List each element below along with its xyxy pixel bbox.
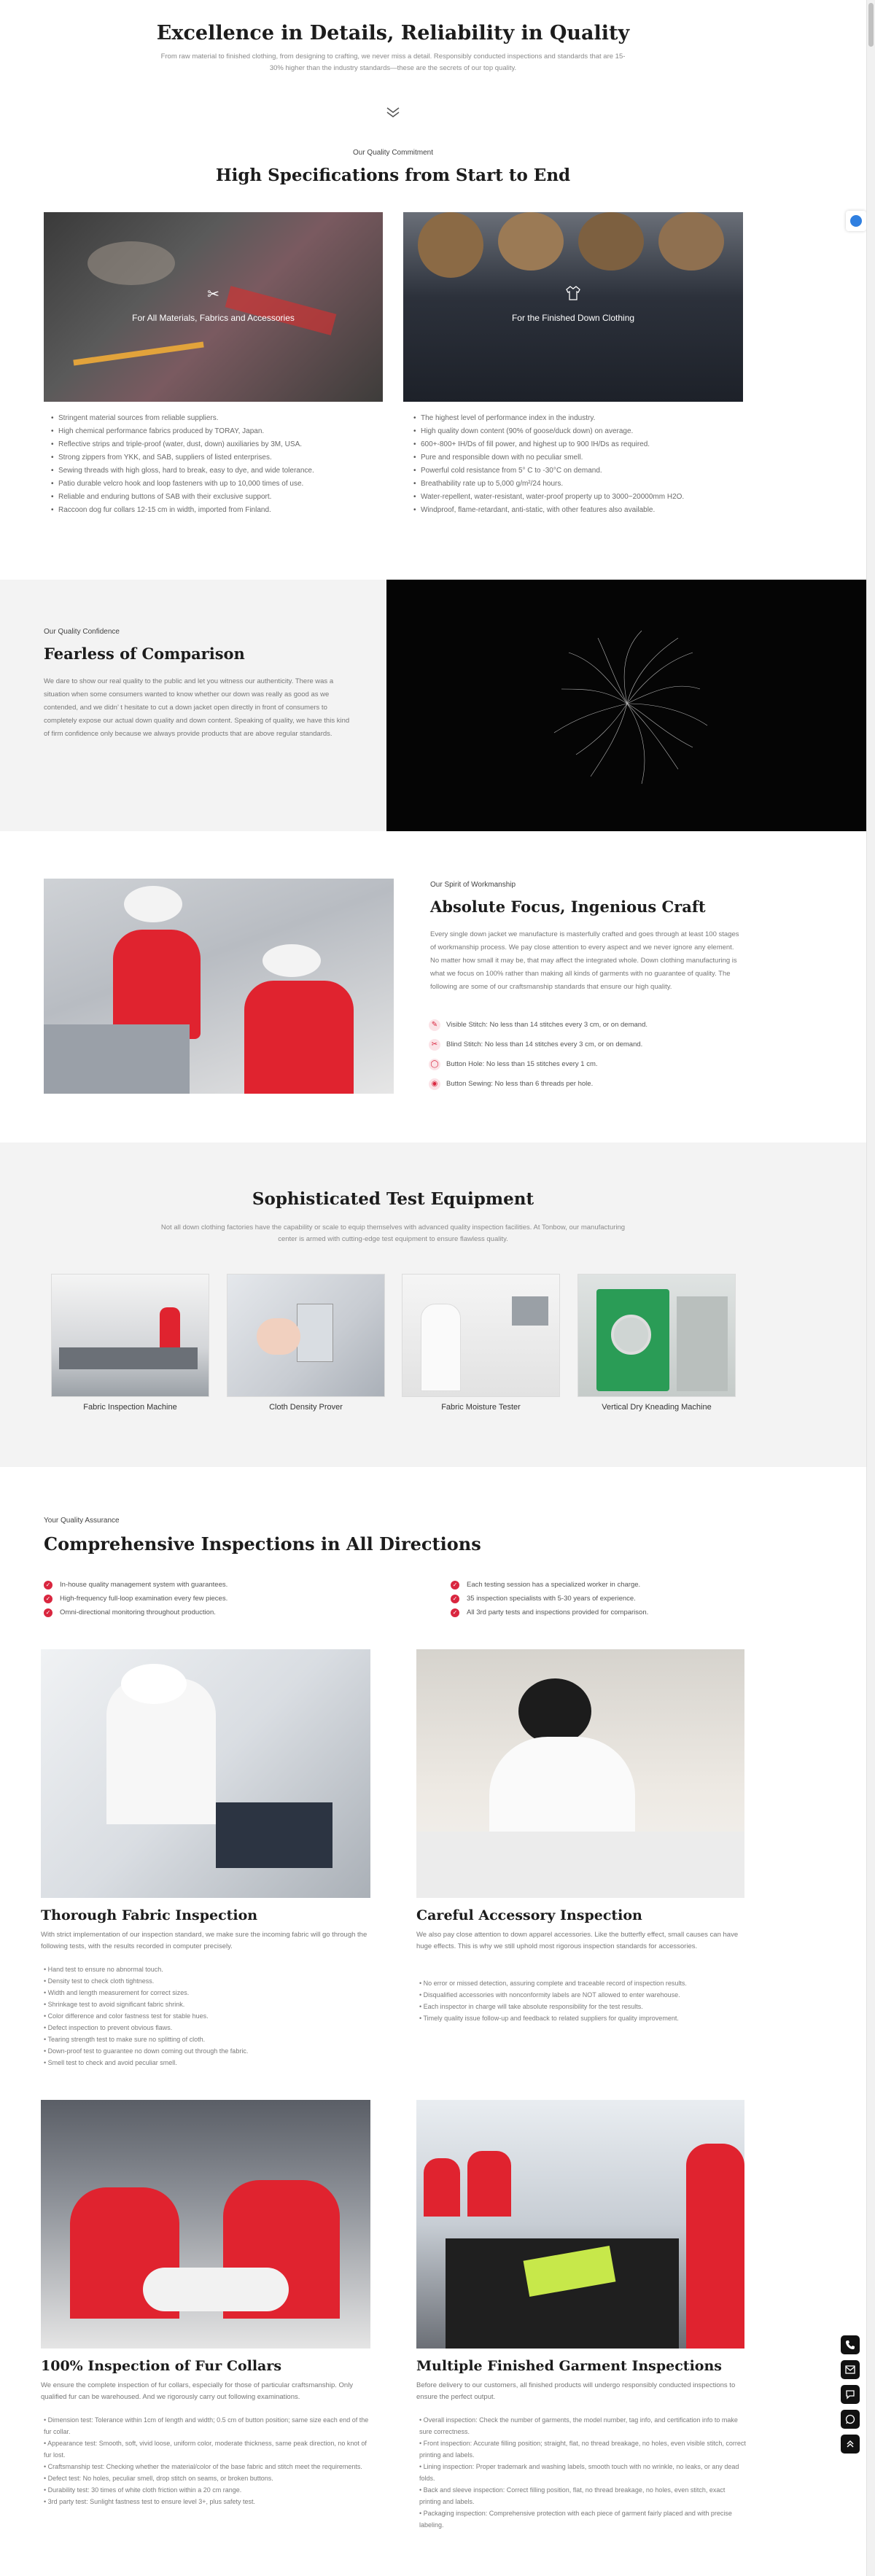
list-item: • Defect inspection to prevent obvious flaws. bbox=[44, 2024, 173, 2031]
list-item: • Pure and responsible down with no peculiar smell. bbox=[412, 451, 747, 464]
list-item: • The highest level of performance index in the industry. bbox=[412, 412, 747, 425]
chat-icon[interactable] bbox=[841, 2385, 860, 2404]
sewing-workers-photo bbox=[44, 879, 394, 1094]
confidence-kicker: Our Quality Confidence bbox=[44, 628, 120, 636]
check-icon: ✓ bbox=[44, 1608, 52, 1617]
assurance-right-points bbox=[451, 1578, 757, 1619]
fabric-inspection-photo bbox=[41, 1649, 370, 1898]
cloth-density-prover-image bbox=[227, 1274, 385, 1397]
equipment-card[interactable] bbox=[51, 1274, 209, 1412]
materials-caption: For All Materials, Fabrics and Accessories bbox=[132, 313, 295, 323]
list-item: • Overall inspection: Check the number of garments, the model number, tag info, and certification info to make sure correctness. bbox=[419, 2416, 738, 2435]
craft-kicker: Our Spirit of Workmanship bbox=[430, 881, 516, 889]
craft-title: Absolute Focus, Ingenious Craft bbox=[430, 898, 706, 916]
list-item: ✓ In-house quality management system with guarantees. bbox=[44, 1578, 394, 1592]
list-item: • 600+-800+ IH/Ds of fill power, and highest up to 900 IH/Ds as required. bbox=[412, 438, 747, 451]
accessory-inspection-list bbox=[419, 1977, 747, 2024]
craft-body: Every single down jacket we manufacture is masterfully crafted and goes through at least 100 stages of workmanship process. We pay close attention to every aspect and we never ignore any element. No matter how small it may be, that may affect the integrated whole. Down clothing manufacturing is what we focus on 100% rather than making all kinds of garments with no guarantee of quality. The following are some of our craftsmanship standards that ensure our high quality. bbox=[430, 930, 739, 991]
fabric-inspection-title: Thorough Fabric Inspection bbox=[41, 1907, 258, 1923]
fur-collar-inspection-photo bbox=[41, 2100, 370, 2349]
scissors-icon: ✂ bbox=[207, 287, 219, 303]
button-icon: ◉ bbox=[429, 1078, 440, 1090]
check-icon: ✓ bbox=[451, 1608, 459, 1617]
scrollbar[interactable] bbox=[866, 0, 875, 2576]
list-item: • Water-repellent, water-resistant, water-proof property up to 3000~20000mm H2O. bbox=[412, 491, 747, 504]
mail-icon[interactable] bbox=[841, 2360, 860, 2379]
finished-garment-inspection-photo bbox=[416, 2100, 744, 2349]
down-feather-photo bbox=[386, 580, 866, 831]
scrollbar-thumb[interactable] bbox=[868, 3, 874, 47]
list-item: • Raccoon dog fur collars 12-15 cm in width, imported from Finland. bbox=[50, 504, 385, 517]
check-icon: ✓ bbox=[44, 1595, 52, 1603]
accessory-inspection-intro: We also pay close attention to down apparel accessories. Like the butterfly effect, small causes can have huge effects. This is why we still uphold most rigorous inspection standards for accessories. bbox=[416, 1931, 739, 1950]
fabric-moisture-tester-image bbox=[402, 1274, 560, 1397]
list-item: • Density test to check cloth tightness. bbox=[44, 1977, 155, 1985]
list-item: • 3rd party test: Sunlight fastness test to ensure level 3+, plus safety test. bbox=[44, 2498, 256, 2505]
list-item: • Each inspector in charge will take absolute responsibility for the test results. bbox=[419, 2003, 643, 2010]
equipment-card[interactable] bbox=[402, 1274, 560, 1412]
craft-item: ◯ Button Hole: No less than 15 stitches every 1 cm. bbox=[429, 1054, 742, 1074]
list-item: • Back and sleeve inspection: Correct filling position, flat, no thread breakage, no holes, even stitch, exact printing and labels. bbox=[419, 2486, 726, 2505]
list-item: • Craftsmanship test: Checking whether the material/color of the base fabric and stitch meet the requirements. bbox=[44, 2463, 362, 2470]
equipment-label: Fabric Inspection Machine bbox=[83, 1403, 177, 1412]
needle-icon: ✂ bbox=[429, 1039, 440, 1051]
accessory-inspection-title: Careful Accessory Inspection bbox=[416, 1907, 642, 1923]
commitment-title: High Specifications from Start to End bbox=[215, 166, 571, 185]
finished-garment-inspection-list bbox=[419, 2414, 747, 2531]
fabric-inspection-list bbox=[44, 1964, 372, 2069]
equipment-card[interactable] bbox=[227, 1274, 385, 1412]
fur-collar-inspection-title: 100% Inspection of Fur Collars bbox=[41, 2358, 282, 2374]
list-item: • Front inspection: Accurate filling position; straight, flat, no thread breakage, no holes, even visible stitch, correct printing and labels. bbox=[419, 2440, 746, 2459]
translate-button[interactable] bbox=[846, 211, 866, 231]
commitment-kicker: Our Quality Commitment bbox=[352, 149, 434, 157]
equipment-label: Fabric Moisture Tester bbox=[441, 1403, 521, 1412]
side-contact-toolbar bbox=[841, 2335, 860, 2459]
assurance-kicker: Your Quality Assurance bbox=[44, 1517, 120, 1525]
confidence-body: We dare to show our real quality to the public and let you witness our authenticity. There was a situation when some consumers wanted to know whether our down was really as good as we contended, and we didn’ t hesitate to cut a down jacket open directly in front of consumers to completely expose our actual down quality and down content. Speaking of quality, we have this kind of firm confidence only because we always provide products that are above regular standards. bbox=[44, 677, 350, 738]
list-item: ✓ All 3rd party tests and inspections provided for comparison. bbox=[451, 1606, 757, 1619]
list-item: • High chemical performance fabrics produced by TORAY, Japan. bbox=[50, 425, 385, 438]
list-item: • Tearing strength test to make sure no splitting of cloth. bbox=[44, 2036, 206, 2043]
accessory-inspection-photo bbox=[416, 1649, 744, 1898]
list-item: ✓ Each testing session has a specialized worker in charge. bbox=[451, 1578, 757, 1592]
equipment-label: Vertical Dry Kneading Machine bbox=[602, 1403, 712, 1412]
materials-photo bbox=[44, 212, 383, 402]
list-item: • Color difference and color fastness test for stable hues. bbox=[44, 2012, 209, 2020]
fur-collar-inspection-list bbox=[44, 2414, 372, 2507]
list-item: • Reliable and enduring buttons of SAB with their exclusive support. bbox=[50, 491, 385, 504]
list-item: • Width and length measurement for correct sizes. bbox=[44, 1989, 190, 1996]
list-item: • Lining inspection: Proper trademark and washing labels, smooth touch with no wrinkle, no leaks, or any dead folds. bbox=[419, 2463, 739, 2482]
check-icon: ✓ bbox=[44, 1581, 52, 1589]
translate-icon bbox=[850, 215, 862, 227]
jacket-icon bbox=[565, 285, 581, 306]
finished-garment-inspection-title: Multiple Finished Garment Inspections bbox=[416, 2358, 722, 2374]
equipment-title: Sophisticated Test Equipment bbox=[252, 1189, 534, 1209]
page-title: Excellence in Details, Reliability in Quality bbox=[156, 22, 630, 44]
hero-subtitle-line2: 30% higher than the industry standards—these are the secrets of our top quality. bbox=[269, 64, 517, 72]
list-item: • Hand test to ensure no abnormal touch. bbox=[44, 1966, 163, 1973]
equipment-sub-line1: Not all down clothing factories have the capability or scale to equip themselves with advanced quality inspection facilities. At Tonbow, our manufacturing bbox=[160, 1223, 626, 1231]
down-clothing-caption: For the Finished Down Clothing bbox=[511, 313, 635, 323]
list-item: • Powerful cold resistance from 5° C to -30°C on demand. bbox=[412, 464, 747, 478]
fabric-inspection-machine-image bbox=[51, 1274, 209, 1397]
assurance-left-points bbox=[44, 1578, 394, 1619]
list-item: ✓ High-frequency full-loop examination every few pieces. bbox=[44, 1592, 394, 1606]
craft-item: ✂ Blind Stitch: No less than 14 stitches every 3 cm, or on demand. bbox=[429, 1035, 742, 1054]
list-item: ✓ 35 inspection specialists with 5-30 years of experience. bbox=[451, 1592, 757, 1606]
back-to-top-icon[interactable] bbox=[841, 2435, 860, 2454]
equipment-sub-line2: center is armed with cutting-edge test equipment to ensure flawless quality. bbox=[278, 1235, 508, 1243]
check-icon: ✓ bbox=[451, 1581, 459, 1589]
list-item: • Durability test: 30 times of white cloth friction within a 20 cm range. bbox=[44, 2486, 242, 2494]
craft-item: ◉ Button Sewing: No less than 6 threads per hole. bbox=[429, 1074, 742, 1094]
list-item: • Timely quality issue follow-up and feedback to related suppliers for quality improvement. bbox=[419, 2015, 679, 2022]
list-item: • Smell test to check and avoid peculiar smell. bbox=[44, 2059, 177, 2066]
list-item: • Stringent material sources from reliable suppliers. bbox=[50, 412, 385, 425]
list-item: • Breathability rate up to 5,000 g/m²/24 hours. bbox=[412, 478, 747, 491]
list-item: • Packaging inspection: Comprehensive protection with each piece of garment fairly placed and with precise labeling. bbox=[419, 2510, 732, 2529]
check-icon: ✓ bbox=[451, 1595, 459, 1603]
list-item: • Strong zippers from YKK, and SAB, suppliers of listed enterprises. bbox=[50, 451, 385, 464]
list-item: • No error or missed detection, assuring complete and traceable record of inspection results. bbox=[419, 1980, 687, 1987]
list-item: • Dimension test: Tolerance within 1cm of length and width; 0.5 cm of button position; same size each end of the fur collar. bbox=[44, 2416, 369, 2435]
list-item: • Appearance test: Smooth, soft, vivid loose, uniform color, moderate thickness, same peak direction, no knot of fur lost. bbox=[44, 2440, 367, 2459]
down-clothing-list bbox=[412, 412, 747, 517]
equipment-label: Cloth Density Prover bbox=[269, 1403, 343, 1412]
scroll-down-icon[interactable] bbox=[384, 106, 402, 118]
list-item: • Disqualified accessories with nonconformity labels are NOT allowed to enter warehouse. bbox=[419, 1991, 680, 1999]
list-item: • Defect test: No holes, peculiar smell, drop stitch on seams, or broken buttons. bbox=[44, 2475, 273, 2482]
craft-item: ✎ Visible Stitch: No less than 14 stitches every 3 cm, or on demand. bbox=[429, 1015, 742, 1035]
materials-list bbox=[50, 412, 385, 517]
assurance-title: Comprehensive Inspections in All Directions bbox=[44, 1533, 481, 1554]
vertical-dry-kneading-machine-image bbox=[578, 1274, 736, 1397]
fur-collar-inspection-intro: We ensure the complete inspection of fur collars, especially for those of particular craftsmanship. Only qualified fur can be warehoused. And we rigorously carry out following examinations. bbox=[41, 2381, 354, 2401]
confidence-title: Fearless of Comparison bbox=[44, 645, 245, 663]
craft-standards bbox=[429, 1015, 742, 1094]
finished-garment-inspection-intro: Before delivery to our customers, all finished products will undergo responsibly conducted inspections to ensure the perfect output. bbox=[416, 2381, 736, 2401]
list-item: • Sewing threads with high gloss, hard to break, easy to dye, and wide tolerance. bbox=[50, 464, 385, 478]
list-item: • Windproof, flame-retardant, anti-static, with other features also available. bbox=[412, 504, 747, 517]
equipment-card[interactable] bbox=[578, 1274, 736, 1412]
down-clothing-photo bbox=[403, 212, 743, 402]
whatsapp-icon[interactable] bbox=[841, 2410, 860, 2429]
list-item: ✓ Omni-directional monitoring throughout production. bbox=[44, 1606, 394, 1619]
list-item: • Reflective strips and triple-proof (water, dust, down) auxiliaries by 3M, USA. bbox=[50, 438, 385, 451]
stitch-icon: ✎ bbox=[429, 1019, 440, 1031]
buttonhole-icon: ◯ bbox=[429, 1059, 440, 1070]
list-item: • Shrinkage test to avoid significant fabric shrink. bbox=[44, 2001, 185, 2008]
list-item: • High quality down content (90% of goose/duck down) on average. bbox=[412, 425, 747, 438]
phone-icon[interactable] bbox=[841, 2335, 860, 2354]
list-item: • Down-proof test to guarantee no down coming out through the fabric. bbox=[44, 2047, 249, 2055]
fabric-inspection-intro: With strict implementation of our inspection standard, we make sure the incoming fabric will go through the following tests, with the results recorded in computer precisely. bbox=[41, 1931, 368, 1950]
list-item: • Patio durable velcro hook and loop fasteners with up to 10,000 times of use. bbox=[50, 478, 385, 491]
hero-subtitle-line1: From raw material to finished clothing, from designing to crafting, we never miss a detail. Responsibly conducted inspections and standards that are 15- bbox=[160, 52, 626, 61]
